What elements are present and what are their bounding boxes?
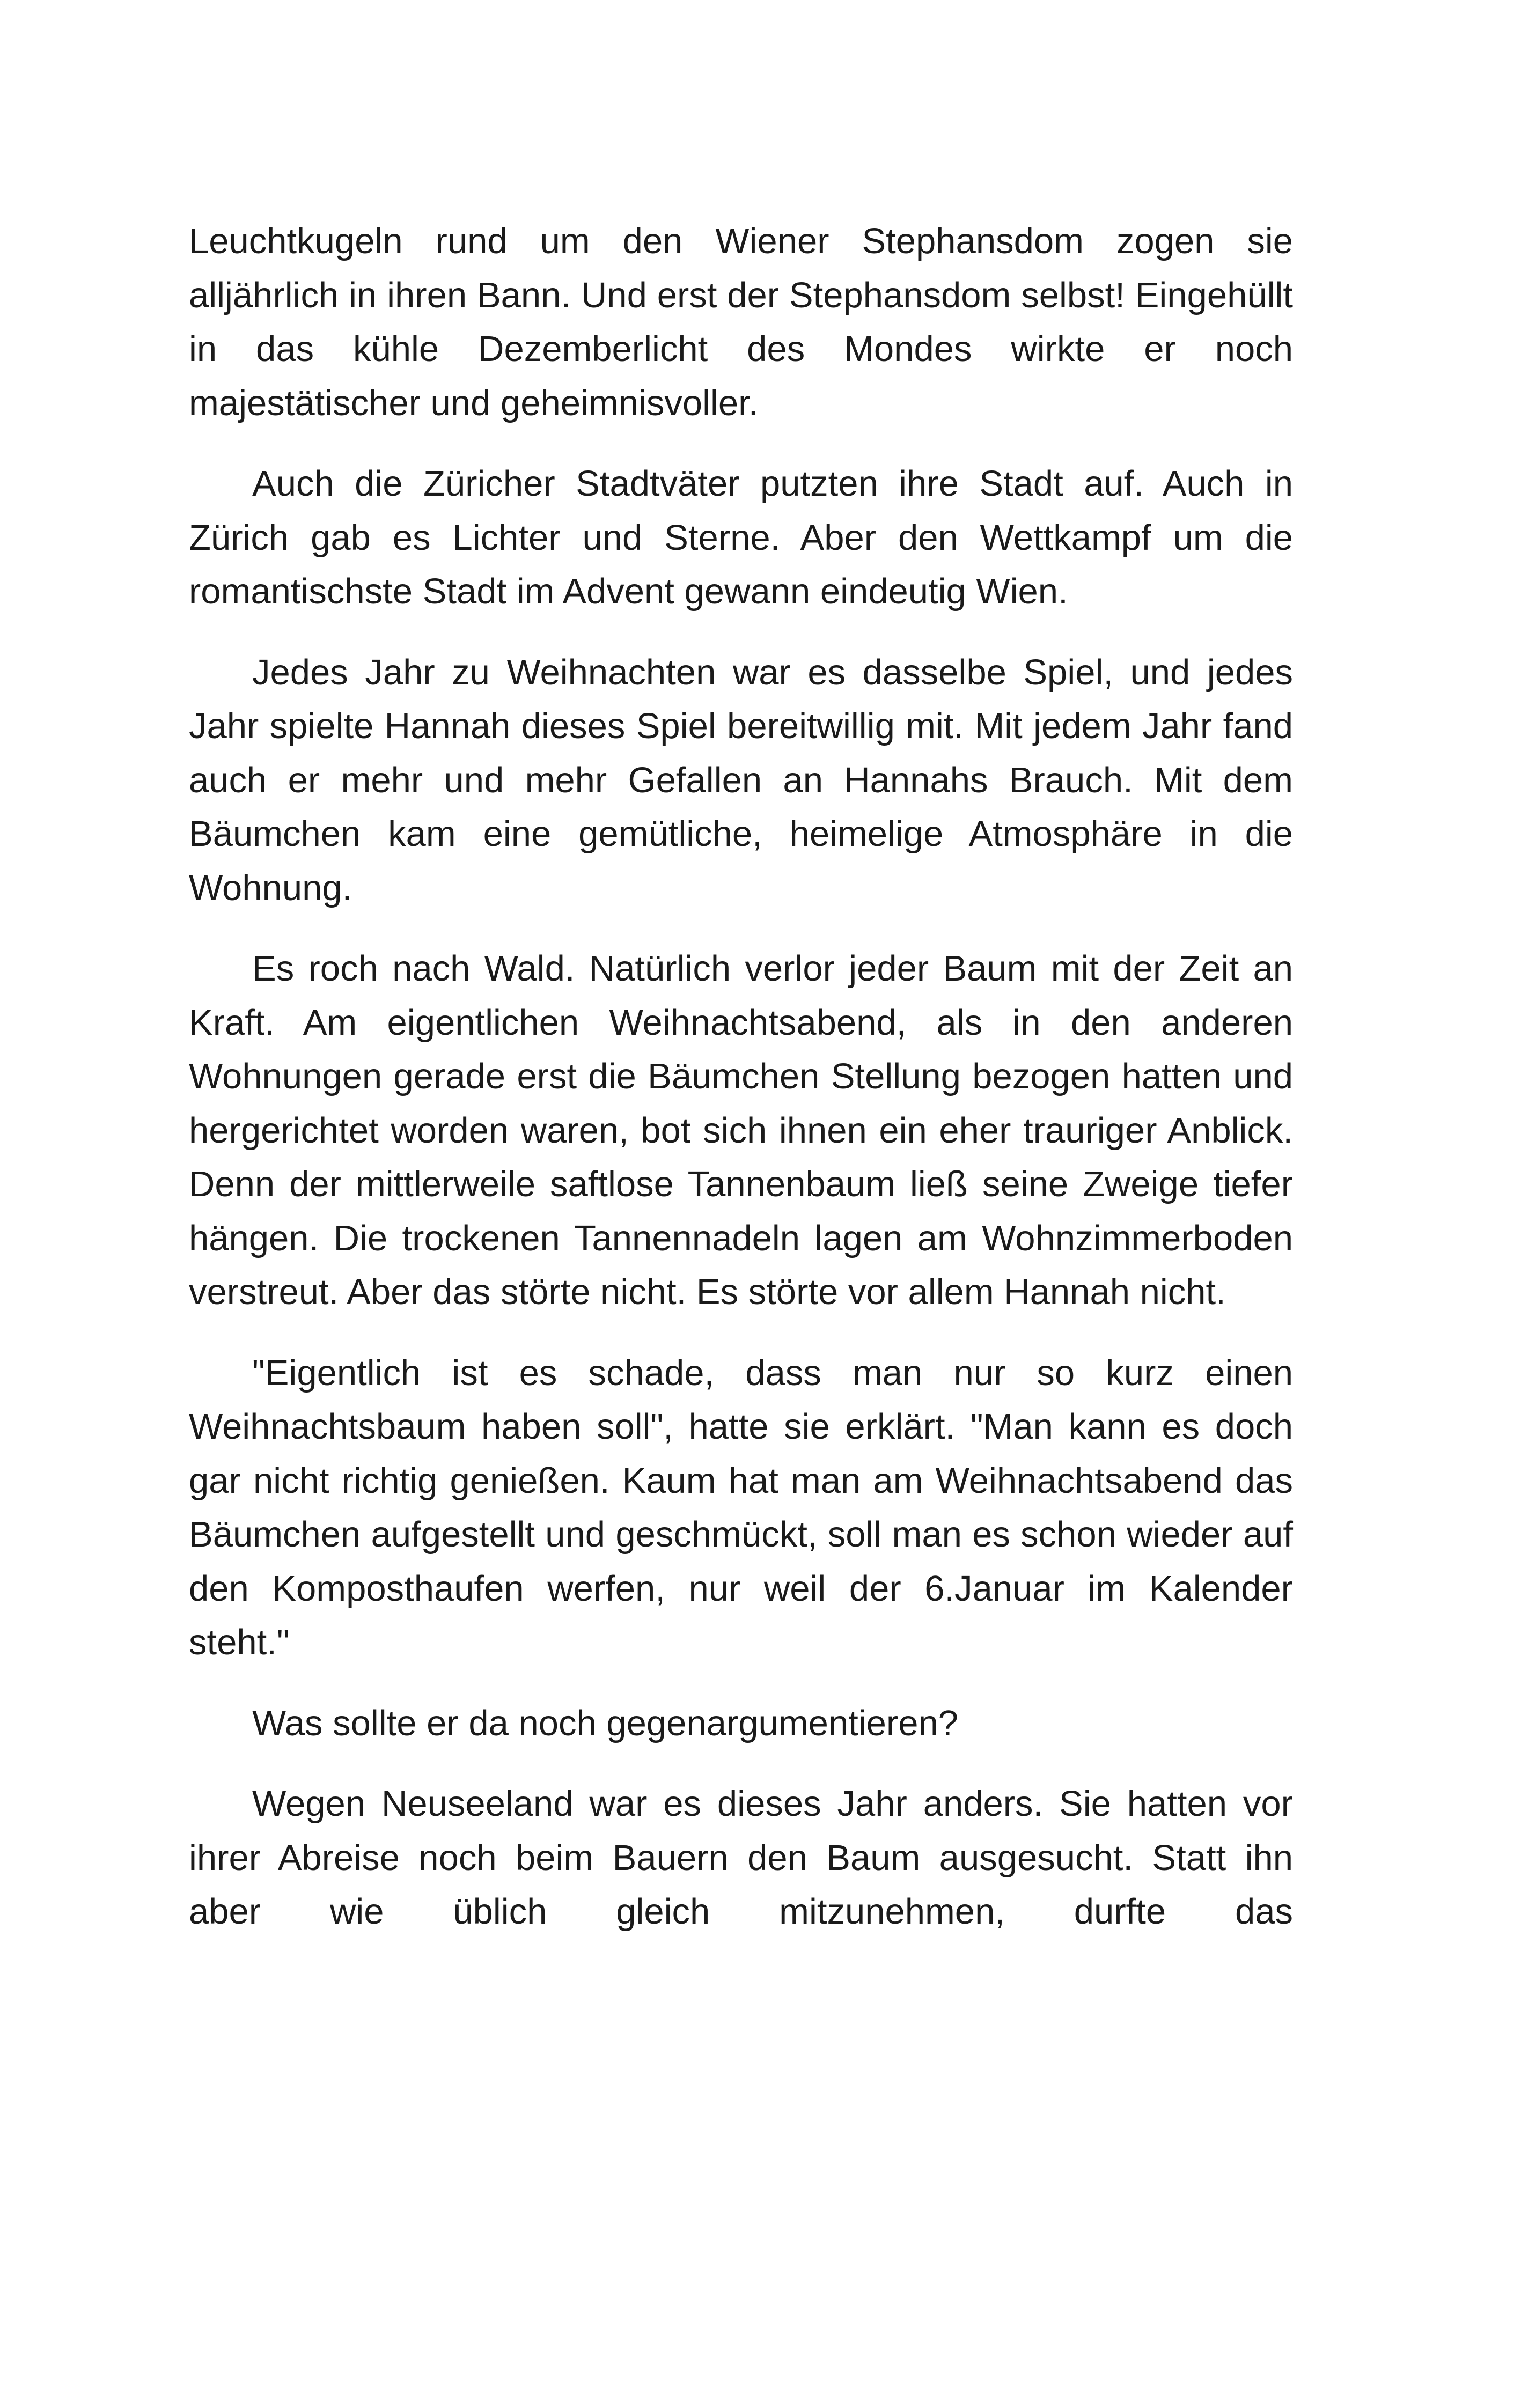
paragraph-7: Wegen Neuseeland war es dieses Jahr anders. Sie hatten vor ihrer Abreise noch beim Bauern den Baum ausgesucht. Statt ihn aber wie üblich gleich mitzunehmen, durfte das [189, 1784, 1293, 1932]
paragraph-2: Auch die Züricher Stadtväter putzten ihre Stadt auf. Auch in Zürich gab es Lichter und Sterne. Aber den Wettkampf um die romantischste Stadt im Advent gewann eindeutig Wien. [189, 463, 1293, 612]
paragraph-3: Jedes Jahr zu Weihnachten war es dasselbe Spiel, und jedes Jahr spielte Hannah dieses Spiel bereitwillig mit. Mit jedem Jahr fand auch er mehr und mehr Gefallen an Hannahs Brauch. Mit dem Bäumchen kam eine gemütliche, heimelige Atmosphäre in die Wohnung. [189, 652, 1293, 908]
paragraph-1: Leuchtkugeln rund um den Wiener Stephansdom zogen sie alljährlich in ihren Bann. Und erst der Stephansdom selbst! Eingehüllt in das kühle Dezemberlicht des Mondes wirkte er noch majestätischer und geheimnisvoller. [189, 221, 1293, 423]
paragraph-4: Es roch nach Wald. Natürlich verlor jeder Baum mit der Zeit an Kraft. Am eigentlichen Weihnachtsabend, als in den anderen Wohnungen gerade erst die Bäumchen Stellung bezogen hatten und hergerichtet worden waren, bot sich ihnen ein eher trauriger Anblick. Denn der mittlerweile saftlose Tannenbaum ließ seine Zweige tiefer hängen. Die trockenen Tannennadeln lagen am Wohnzimmerboden verstreut. Aber das störte nicht. Es störte vor allem Hannah nicht. [189, 948, 1293, 1312]
body-text [189, 215, 1293, 1966]
paragraph-5: "Eigentlich ist es schade, dass man nur so kurz einen Weihnachtsbaum haben soll", hatte sie erklärt. "Man kann es doch gar nicht richtig genießen. Kaum hat man am Weihnachtsabend das Bäumchen aufgestellt und geschmückt, soll man es schon wieder auf den Komposthaufen werfen, nur weil der 6.Januar im Kalender steht." [189, 1352, 1293, 1662]
paragraph-6: Was sollte er da noch gegenargumentieren? [252, 1703, 958, 1743]
